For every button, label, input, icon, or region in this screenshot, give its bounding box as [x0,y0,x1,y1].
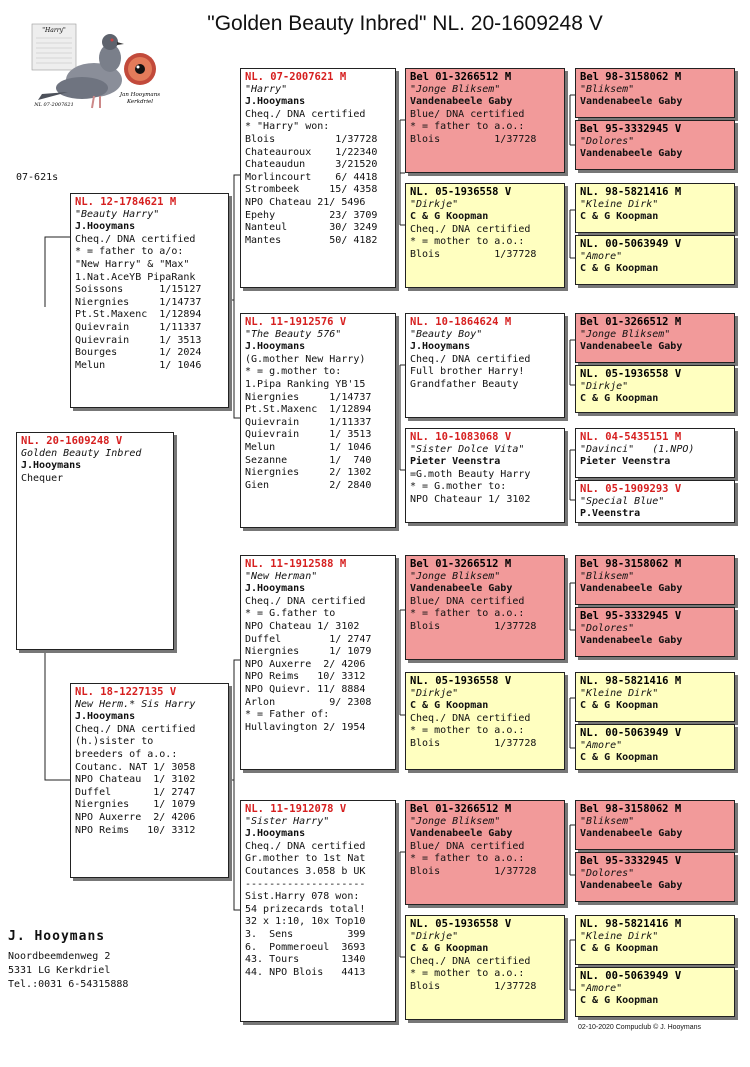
owner-address-block [8,930,128,992]
pedigree-info-line: 44. NPO Blois 4413 [245,966,366,978]
pedigree-info-line: NPO Quievr. 11/ 8884 [245,683,366,695]
pigeon-name: "Sister Dolce Vita" [410,443,525,455]
pedigree-card-sdd[interactable] [405,428,565,523]
ring-number: NL. 10-1083068 V [410,431,512,443]
pedigree-card-g15[interactable] [575,915,735,965]
pigeon-name: "Kleine Dirk" [580,930,659,942]
pigeon-name: "Special Blue" [580,495,665,507]
pigeon-name: "Bliksem" [580,83,635,95]
pedigree-info-line: Soissons 1/15127 [75,284,202,296]
pedigree-card-g13[interactable] [575,800,735,850]
pedigree-card-dd[interactable] [240,800,396,1022]
ring-number: NL. 00-5063949 V [580,970,682,982]
pedigree-info-line: 3. Sens 399 [245,928,366,940]
pigeon-name: "Amore" [580,739,623,751]
pedigree-info-line: Cheq./ DNA certified [245,840,366,852]
breeder-name: Vandenabeele Gaby [580,341,683,353]
ring-number: NL. 11-1912576 V [245,316,347,328]
pedigree-info-line: Cheq./ DNA certified [75,723,196,735]
breeder-name: Vandenabeele Gaby [580,148,683,160]
pedigree-info-line: * = mother to a.o.: [410,725,525,737]
pedigree-card-g10[interactable] [575,607,735,657]
pedigree-info-line: Cheq./ DNA certified [245,595,366,607]
breeder-name: J.Hooymans [410,341,471,353]
pigeon-name: "Jonge Bliksem" [410,815,501,827]
pigeon-name: New Herm.* Sis Harry [75,698,196,710]
ring-code-note: 07-621s [16,172,59,183]
breeder-name: C & G Koopman [580,211,659,223]
pedigree-info-line: Pt.St.Maxenc 1/12894 [245,404,372,416]
pedigree-info-line: 43. Tours 1340 [245,954,366,966]
pedigree-info-line: -------------------- [245,878,366,890]
pedigree-card-g4[interactable] [575,235,735,285]
pedigree-card-ss[interactable] [240,68,396,288]
breeder-name: Vandenabeele Gaby [580,880,683,892]
breeder-name: C & G Koopman [580,263,659,275]
ring-number: NL. 05-1936558 V [410,186,512,198]
pedigree-info-line: Coutanc. NAT 1/ 3058 [75,761,196,773]
breeder-name: Vandenabeele Gaby [410,828,513,840]
pedigree-card-sds[interactable] [405,313,565,418]
breeder-name: P.Veenstra [580,508,641,520]
breeder-name: C & G Koopman [580,700,659,712]
pedigree-info-line: Blois 1/37728 [410,248,537,260]
ring-number: NL. 98-5821416 M [580,918,682,930]
pedigree-info-line: Blois 1/37728 [245,133,378,145]
pedigree-card-g5[interactable] [575,313,735,363]
pedigree-info-line: * "Harry" won: [245,121,330,133]
pigeon-name: "Kleine Dirk" [580,687,659,699]
pedigree-info-line: Blois 1/37728 [410,980,537,992]
pigeon-name: "Dirkje" [580,380,629,392]
pedigree-info-line: Blue/ DNA certified [410,840,525,852]
pedigree-info-line: NPO Chateaur 1/ 3102 [410,493,531,505]
pedigree-info-line: Duffel 1/ 2747 [245,633,372,645]
pedigree-card-subject[interactable] [16,432,174,650]
breeder-name: J.Hooymans [245,583,306,595]
breeder-name: Vandenabeele Gaby [410,96,513,108]
ring-number: Bel 98-3158062 M [580,803,682,815]
pigeon-name: "Bliksem" [580,570,635,582]
svg-text:Jan Hooymans: Jan Hooymans [119,92,160,98]
pedigree-info-line: Mantes 50/ 4182 [245,234,378,246]
owner-phone: Tel.:0031 6-54315888 [8,979,129,990]
ring-number: NL. 10-1864624 M [410,316,512,328]
pedigree-info-line: * = father to a/o: [75,246,184,258]
pedigree-info-line: Full brother Harry! [410,366,525,378]
pigeon-name: "Kleine Dirk" [580,198,659,210]
pedigree-info-line: NPO Chateau 1/ 3102 [75,774,196,786]
ring-number: NL. 11-1912078 V [245,803,347,815]
breeder-name: C & G Koopman [410,700,489,712]
pedigree-info-line: Cheq./ DNA certified [410,955,531,967]
breeder-name: Vandenabeele Gaby [580,635,683,647]
pedigree-info-line: Quievrain 1/11337 [245,416,372,428]
pedigree-info-line: 1.Pipa Ranking YB'15 [245,378,366,390]
pigeon-name: "Dirkje" [410,687,459,699]
pedigree-info-line: Sezanne 1/ 740 [245,454,372,466]
ring-number: Bel 95-3332945 V [580,123,682,135]
pedigree-info-line: * = G.mother to: [410,481,507,493]
pedigree-info-line: * = father to a.o.: [410,608,525,620]
pedigree-info-line: Gr.mother to 1st Nat [245,853,366,865]
pedigree-info-line: (h.)sister to [75,736,154,748]
pedigree-info-line: Cheq./ DNA certified [75,233,196,245]
pedigree-info-line: NPO Reims 10/ 3312 [75,824,196,836]
pedigree-card-g6[interactable] [575,365,735,413]
pedigree-card-dam[interactable] [70,683,229,878]
pedigree-info-line: =G.moth Beauty Harry [410,468,531,480]
pedigree-info-line: * = Father of: [245,709,330,721]
pedigree-info-line: Cheq./ DNA certified [410,712,531,724]
footer-credit: 02-10-2020 Compuclub © J. Hooymans [578,1024,702,1031]
breeder-name: C & G Koopman [410,211,489,223]
pedigree-card-g12[interactable] [575,724,735,770]
pedigree-info-line: Chequer [21,472,64,484]
pedigree-info-line: Melun 1/ 1046 [245,441,372,453]
pedigree-info-line: Niergnies 1/14737 [75,296,202,308]
pigeon-name: "Beauty Harry" [75,208,160,220]
pedigree-card-g2[interactable] [575,120,735,170]
pigeon-name: Golden Beauty Inbred [21,447,142,459]
ring-number: NL. 98-5821416 M [580,675,682,687]
pedigree-info-line: Quievrain 1/ 3513 [75,334,202,346]
pedigree-card-dds[interactable] [405,800,565,905]
ring-number: NL. 00-5063949 V [580,238,682,250]
pedigree-info-line: Niergnies 2/ 1302 [245,467,372,479]
ring-number: NL. 05-1909293 V [580,483,682,495]
ring-number: NL. 12-1784621 M [75,196,177,208]
svg-text:Kerkdriel: Kerkdriel [126,99,154,105]
pedigree-card-sss[interactable] [405,68,565,173]
ring-number: NL. 05-1936558 V [580,368,682,380]
ring-number: NL. 04-5435151 M [580,431,682,443]
pedigree-info-line: Niergnies 1/14737 [245,391,372,403]
breeder-name: Vandenabeele Gaby [580,828,683,840]
breeder-name: C & G Koopman [580,393,659,405]
pedigree-card-g1[interactable] [575,68,735,118]
pedigree-info-line: Gien 2/ 2840 [245,479,372,491]
pedigree-info-line: * = G.father to [245,608,336,620]
ring-number: NL. 00-5063949 V [580,727,682,739]
pedigree-info-line: Blois 1/37728 [410,133,537,145]
breeder-name: Pieter Veenstra [410,456,501,468]
pedigree-info-line: Cheq./ DNA certified [410,353,531,365]
ring-number: Bel 01-3266512 M [580,316,682,328]
breeder-name: Pieter Veenstra [580,456,671,468]
pedigree-card-sire[interactable] [70,193,229,408]
pedigree-info-line: Niergnies 1/ 1079 [245,646,372,658]
pedigree-info-line: NPO Chateau 21/ 5496 [245,196,366,208]
breeder-name: J.Hooymans [75,221,136,233]
pedigree-info-line: 54 prizecards total! [245,903,366,915]
breeder-name: C & G Koopman [580,943,659,955]
pedigree-info-line: 32 x 1:10, 10x Top10 [245,916,366,928]
pedigree-card-sd[interactable] [240,313,396,528]
breeder-name: J.Hooymans [21,460,82,472]
pedigree-info-line: Quievrain 1/11337 [75,321,202,333]
pedigree-info-line: Pt.St.Maxenc 1/12894 [75,309,202,321]
breeder-name: J.Hooymans [75,711,136,723]
pedigree-info-line: Blois 1/37728 [410,737,537,749]
ring-number: Bel 01-3266512 M [410,558,512,570]
ring-number: Bel 98-3158062 M [580,71,682,83]
pedigree-info-line: Morlincourt 6/ 4418 [245,171,378,183]
pedigree-info-line: Epehy 23/ 3709 [245,209,378,221]
ring-number: NL. 98-5821416 M [580,186,682,198]
pedigree-info-line: (G.mother New Harry) [245,353,366,365]
pigeon-name: "Bliksem" [580,815,635,827]
breeder-name: J.Hooymans [245,341,306,353]
ring-number: NL. 05-1936558 V [410,675,512,687]
pedigree-info-line: "New Harry" & "Max" [75,258,190,270]
pedigree-info-line: Coutances 3.058 b UK [245,865,366,877]
pigeon-name: "New Herman" [245,570,318,582]
owner-name: J. Hooymans [8,929,106,944]
pigeon-name: "Amore" [580,982,623,994]
pedigree-card-g14[interactable] [575,852,735,902]
pedigree-card-g11[interactable] [575,672,735,722]
pigeon-name: "Jonge Bliksem" [580,328,671,340]
pedigree-info-line: NPO Chateau 1/ 3102 [245,620,360,632]
ring-number: NL. 05-1936558 V [410,918,512,930]
pedigree-card-dss[interactable] [405,555,565,660]
pedigree-info-line: NPO Reims 10/ 3312 [245,671,366,683]
pedigree-card-dsd[interactable] [405,672,565,770]
pedigree-info-line: 6. Pommeroeul 3693 [245,941,366,953]
pedigree-info-line: Chateaudun 3/21520 [245,159,378,171]
ring-number: Bel 95-3332945 V [580,610,682,622]
pedigree-info-line: Cheq./ DNA certified [410,223,531,235]
pigeon-name: "The Beauty 576" [245,328,342,340]
ring-number: NL. 18-1227135 V [75,686,177,698]
ring-number: Bel 01-3266512 M [410,803,512,815]
pigeon-name: "Jonge Bliksem" [410,83,501,95]
pigeon-name: "Dolores" [580,622,635,634]
pedigree-info-line: Hullavington 2/ 1954 [245,721,366,733]
pigeon-name: "Beauty Boy" [410,328,483,340]
owner-address: Noordbeemdenweg 2 [8,951,111,962]
pedigree-info-line: * = g.mother to: [245,366,342,378]
breeder-name: C & G Koopman [410,943,489,955]
pedigree-info-line: Nanteul 30/ 3249 [245,222,378,234]
pigeon-name: "Sister Harry" [245,815,330,827]
ring-number: Bel 98-3158062 M [580,558,682,570]
pedigree-card-g9[interactable] [575,555,735,605]
pigeon-name: "Davinci" (1.NPO) [580,443,695,455]
pedigree-info-line: Quievrain 1/ 3513 [245,429,372,441]
pigeon-name: "Dirkje" [410,930,459,942]
pedigree-info-line: Blue/ DNA certified [410,595,525,607]
pedigree-info-line: Cheq./ DNA certified [245,108,366,120]
pedigree-info-line: Blois 1/37728 [410,865,537,877]
pedigree-info-line: Strombeek 15/ 4358 [245,184,378,196]
ring-number: NL. 20-1609248 V [21,435,123,447]
breeder-name: J.Hooymans [245,828,306,840]
pedigree-card-ds[interactable] [240,555,396,770]
pedigree-info-line: Arlon 9/ 2308 [245,696,372,708]
pedigree-card-g16[interactable] [575,967,735,1017]
breeder-name: Vandenabeele Gaby [410,583,513,595]
breeder-name: Vandenabeele Gaby [580,583,683,595]
breeder-name: C & G Koopman [580,995,659,1007]
pedigree-info-line: NPO Auxerre 2/ 4206 [75,811,196,823]
page-title: "Golden Beauty Inbred" NL. 20-1609248 V [207,12,603,35]
pedigree-info-line: Melun 1/ 1046 [75,359,202,371]
pedigree-info-line: Sist.Harry 078 won: [245,891,360,903]
ring-number: Bel 01-3266512 M [410,71,512,83]
pedigree-info-line: Chateauroux 1/22340 [245,146,378,158]
pedigree-info-line: * = mother to a.o.: [410,968,525,980]
pedigree-info-line: * = father to a.o.: [410,121,525,133]
pedigree-info-line: Niergnies 1/ 1079 [75,799,196,811]
ring-number: NL. 11-1912588 M [245,558,347,570]
breeder-name: J.Hooymans [245,96,306,108]
pedigree-info-line: Blois 1/37728 [410,620,537,632]
pedigree-card-ddd[interactable] [405,915,565,1020]
ring-number: NL. 07-2007621 M [245,71,347,83]
pedigree-card-g8[interactable] [575,480,735,523]
pedigree-info-line: * = father to a.o.: [410,853,525,865]
breeder-name: Vandenabeele Gaby [580,96,683,108]
pedigree-info-line: 1.Nat.AceYB PipaRank [75,271,196,283]
pedigree-card-g3[interactable] [575,183,735,233]
pigeon-name: "Harry" [245,83,288,95]
pedigree-card-ssd[interactable] [405,183,565,288]
svg-text:NL 07-2007621: NL 07-2007621 [34,102,74,108]
pigeon-name: "Jonge Bliksem" [410,570,501,582]
pedigree-card-g7[interactable] [575,428,735,478]
ring-number: Bel 95-3332945 V [580,855,682,867]
breeder-name: C & G Koopman [580,752,659,764]
pedigree-info-line: * = mother to a.o.: [410,236,525,248]
pedigree-info-line: Duffel 1/ 2747 [75,786,196,798]
pedigree-info-line: Bourges 1/ 2024 [75,347,202,359]
pedigree-info-line: NPO Auxerre 2/ 4206 [245,658,366,670]
pigeon-name: "Amore" [580,250,623,262]
pedigree-info-line: Blue/ DNA certified [410,108,525,120]
svg-text:"Harry": "Harry" [42,27,66,34]
pigeon-name: "Dolores" [580,135,635,147]
pedigree-info-line: breeders of a.o.: [75,748,178,760]
pigeon-name: "Dirkje" [410,198,459,210]
pigeon-name: "Dolores" [580,867,635,879]
pedigree-info-line: Grandfather Beauty [410,378,519,390]
owner-city: 5331 LG Kerkdriel [8,965,111,976]
